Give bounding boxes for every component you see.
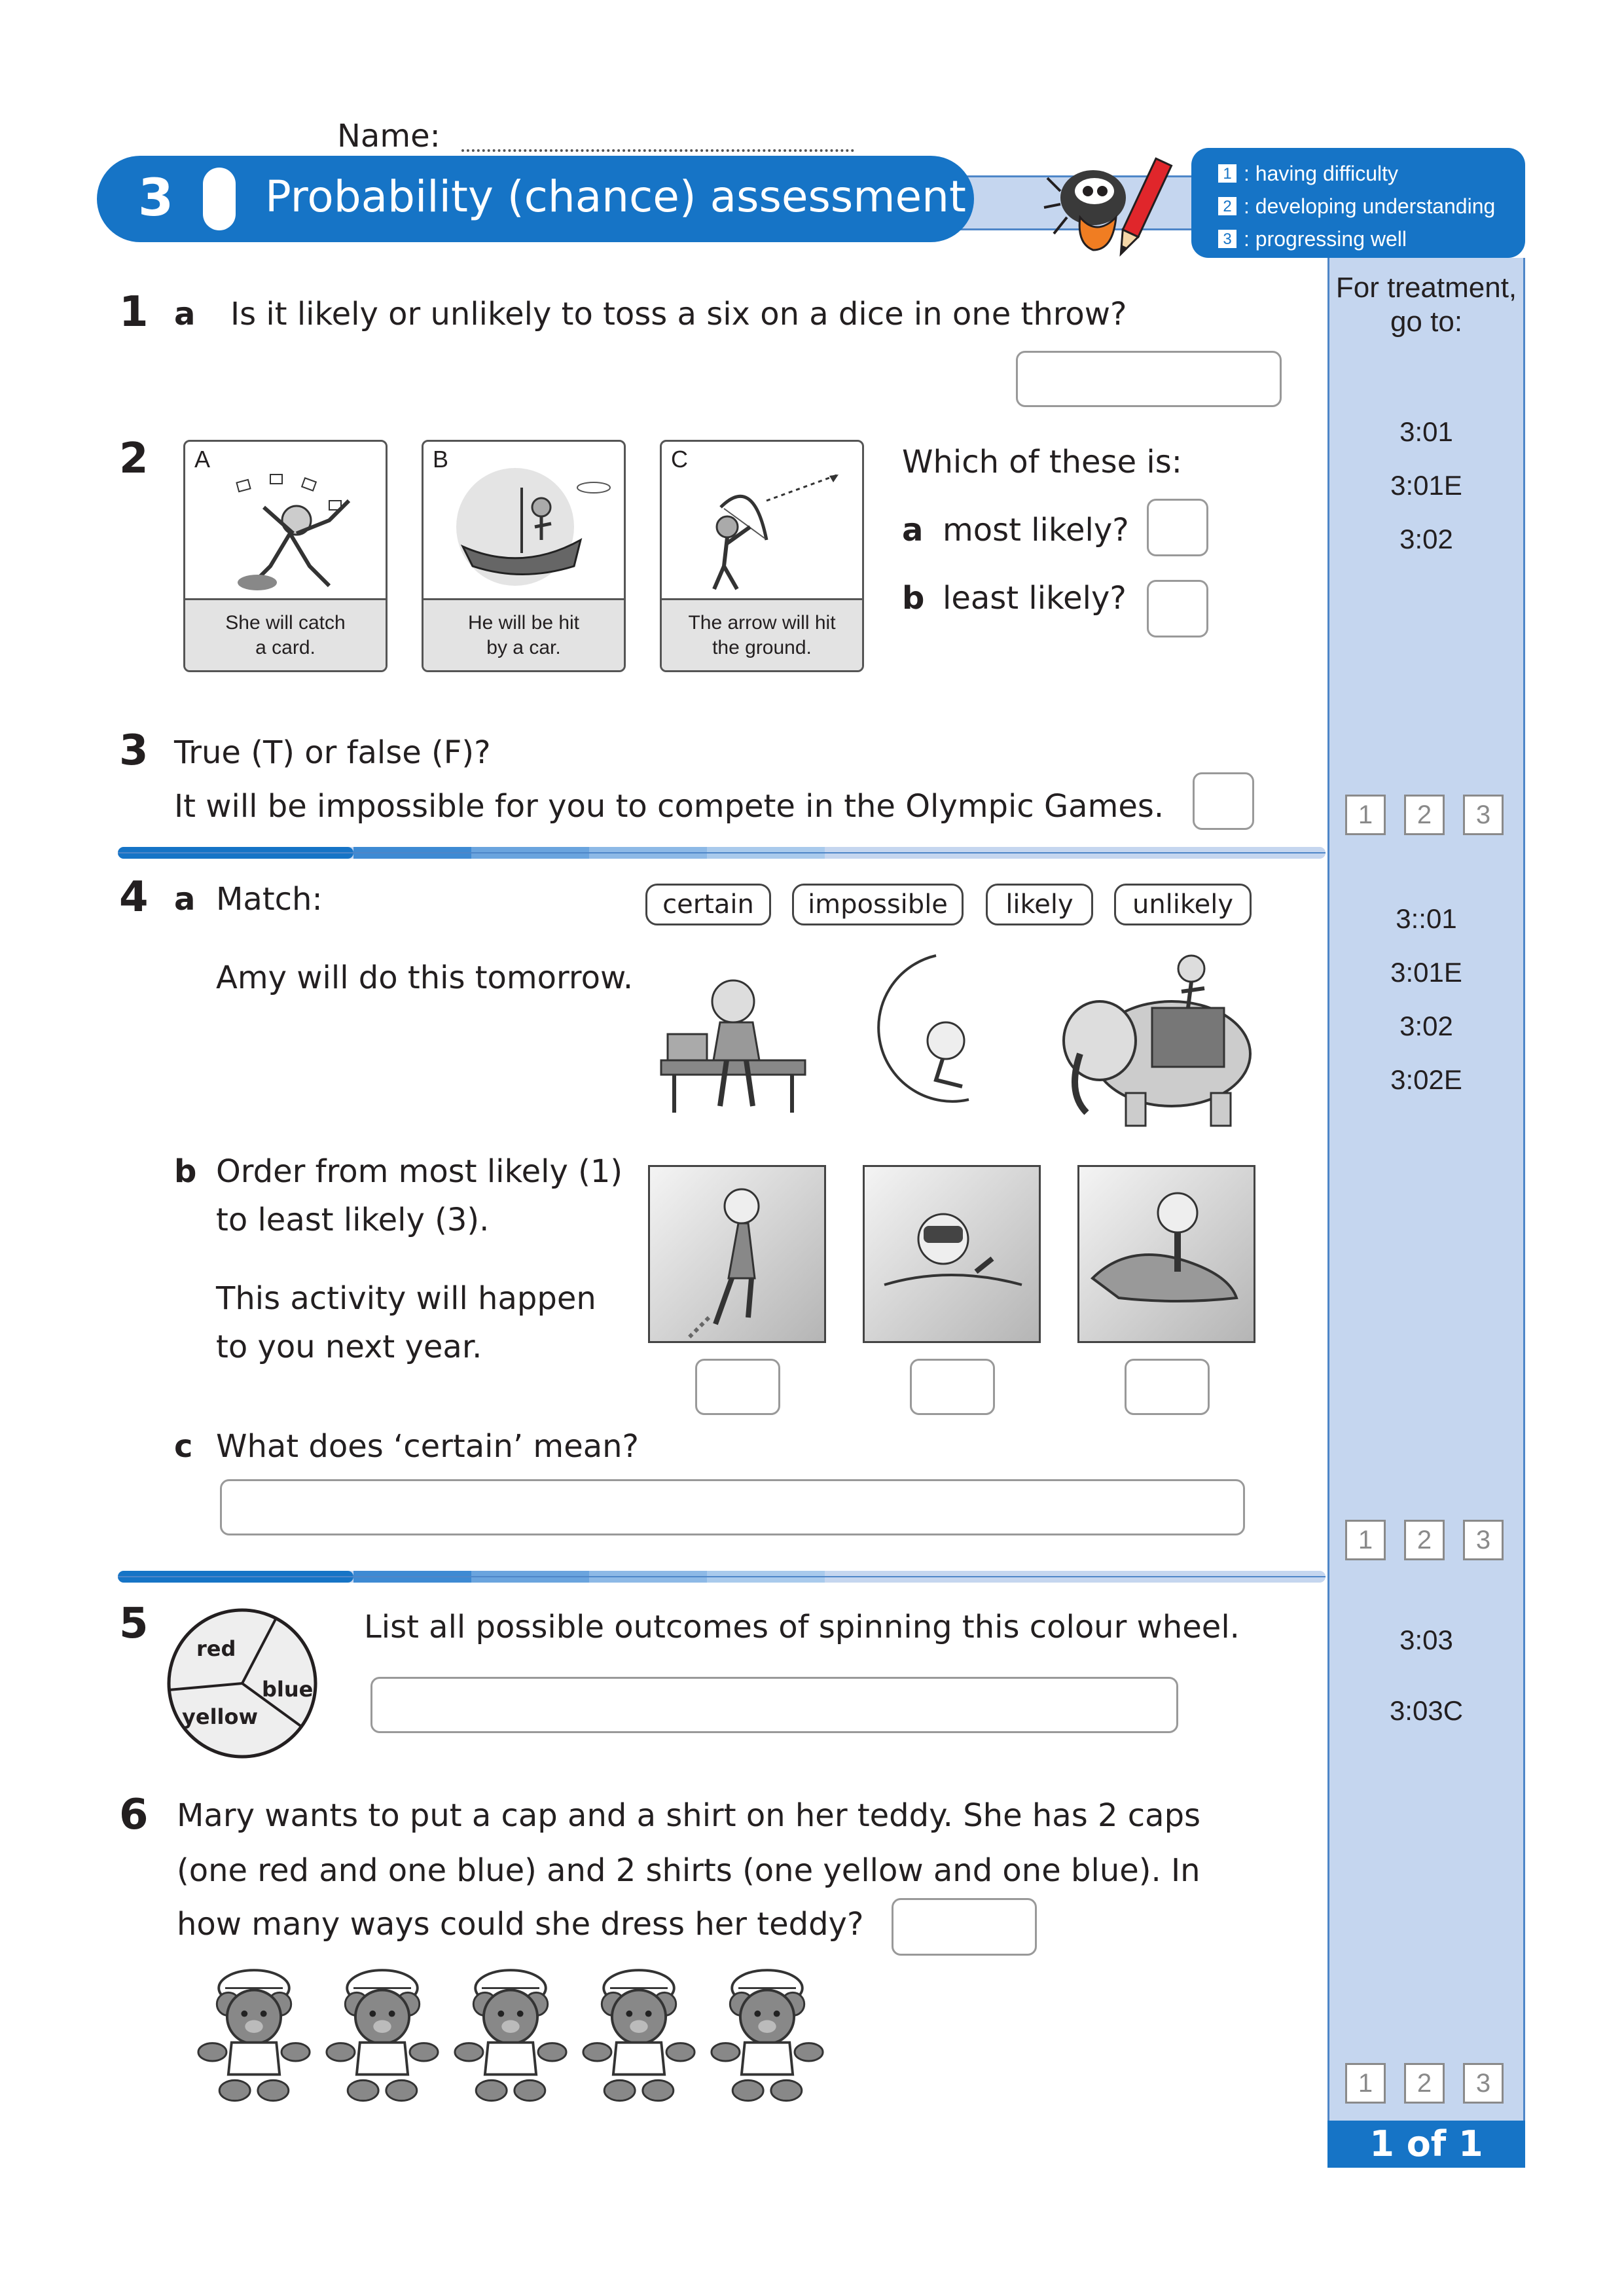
answer-box-q3[interactable] — [1193, 772, 1254, 830]
question-number: 3 — [119, 726, 149, 775]
card-caption — [424, 598, 624, 670]
order-box-1[interactable] — [695, 1359, 780, 1415]
picture-card-a — [183, 440, 388, 672]
mascot-pencil-icon — [1041, 152, 1178, 270]
question-letter: a — [174, 881, 196, 918]
rating-box-2[interactable]: 2 — [1404, 2063, 1445, 2104]
question-text: This activity will happen — [216, 1280, 596, 1317]
key-label: : having difficulty — [1244, 161, 1398, 185]
caption-line: the ground. — [712, 636, 812, 658]
question-letter: b — [174, 1153, 197, 1190]
key-row-2 — [1218, 190, 1525, 223]
section-divider — [118, 1568, 1326, 1585]
wheel-label-blue: blue — [262, 1677, 314, 1702]
question-number: 5 — [119, 1600, 149, 1648]
wheel-label-yellow: yellow — [182, 1704, 259, 1729]
question-text: List all possible outcomes of spinning this colour wheel. — [364, 1609, 1240, 1645]
treatment-ref: 3:03C — [1389, 1695, 1464, 1726]
key-number: 3 — [1218, 229, 1237, 249]
teddy-icon — [325, 1961, 440, 2105]
question-number: 2 — [119, 435, 149, 483]
answer-box-q1[interactable] — [1016, 351, 1282, 407]
question-number: 4 — [119, 873, 149, 922]
teddy-row — [196, 1961, 825, 2111]
juggler-illustration — [198, 468, 375, 592]
picture-card-b — [422, 440, 626, 672]
caption-line: He will be hit — [467, 611, 580, 634]
answer-box-most-likely[interactable] — [1147, 499, 1208, 556]
treatment-ref: 3:01E — [1390, 470, 1462, 501]
rating-box-1[interactable]: 1 — [1345, 1520, 1386, 1560]
question-text: What does ‘certain’ mean? — [216, 1428, 640, 1465]
elephant-illustration — [1054, 942, 1257, 1132]
question-text: Is it likely or unlikely to toss a six on a dice in one throw? — [230, 296, 1127, 332]
treatment-ref: 3::01 — [1396, 903, 1457, 934]
answer-box-least-likely[interactable] — [1147, 580, 1208, 637]
treatment-ref: 3:01E — [1390, 957, 1462, 988]
answer-box-q5[interactable] — [370, 1677, 1178, 1733]
card-letter: A — [194, 446, 211, 473]
question-text: least likely? — [943, 580, 1127, 617]
snorkeler-picture — [863, 1165, 1041, 1343]
rating-group-1 — [1345, 795, 1504, 835]
treatment-ref: 3:01 — [1399, 416, 1453, 447]
sidebar-heading-line: go to: — [1390, 306, 1463, 338]
caption-line: The arrow will hit — [688, 611, 836, 634]
question-text: to you next year. — [216, 1329, 482, 1365]
question-text: Mary wants to put a cap and a shirt on her teddy. She has 2 caps — [177, 1797, 1201, 1834]
answer-box-q6[interactable] — [892, 1898, 1037, 1956]
answer-box-q4c[interactable] — [220, 1479, 1245, 1535]
girl-on-bench-illustration — [648, 962, 818, 1119]
rating-box-3[interactable]: 3 — [1463, 1520, 1504, 1560]
treatment-ref: 3:02E — [1390, 1064, 1462, 1095]
rating-box-2[interactable]: 2 — [1404, 795, 1445, 835]
order-box-2[interactable] — [910, 1359, 995, 1415]
sidebar-heading — [1327, 271, 1525, 339]
treatment-ref: 3:02 — [1399, 1011, 1453, 1041]
word-impossible[interactable]: impossible — [792, 884, 964, 925]
caption-line: a card. — [255, 636, 316, 658]
wheel-label-red: red — [196, 1636, 236, 1661]
key-label: : progressing well — [1244, 226, 1407, 251]
rating-group-3 — [1345, 2063, 1504, 2104]
dolphin-rider-picture — [1077, 1165, 1255, 1343]
moon-illustration — [871, 949, 1001, 1113]
teddy-icon — [581, 1961, 696, 2105]
card-letter: B — [433, 446, 449, 473]
teddy-icon — [710, 1961, 825, 2105]
page-number: 1 of 1 — [1327, 2121, 1525, 2168]
rating-key — [1191, 148, 1525, 258]
rocket-boy-picture — [648, 1165, 826, 1343]
title-banner-notch — [203, 168, 236, 230]
name-label: Name: — [337, 118, 441, 154]
rating-box-3[interactable]: 3 — [1463, 2063, 1504, 2104]
question-text: how many ways could she dress her teddy? — [177, 1906, 864, 1943]
word-likely[interactable]: likely — [986, 884, 1093, 925]
rating-box-1[interactable]: 1 — [1345, 795, 1386, 835]
question-text: most likely? — [943, 512, 1129, 548]
question-letter: c — [174, 1428, 193, 1465]
caption-line: She will catch — [225, 611, 346, 634]
section-number: 3 — [137, 169, 174, 228]
teddy-icon — [196, 1961, 312, 2105]
rating-box-2[interactable]: 2 — [1404, 1520, 1445, 1560]
picture-card-c — [660, 440, 864, 672]
question-letter: a — [902, 512, 924, 548]
question-text: Amy will do this tomorrow. — [216, 960, 634, 996]
word-unlikely[interactable]: unlikely — [1114, 884, 1252, 925]
word-certain[interactable]: certain — [645, 884, 771, 925]
treatment-ref: 3:03 — [1399, 1624, 1453, 1655]
key-number: 1 — [1218, 164, 1237, 183]
question-number: 1 — [119, 288, 149, 336]
card-letter: C — [671, 446, 688, 473]
question-letter: a — [174, 296, 196, 332]
question-text: True (T) or false (F)? — [174, 734, 491, 771]
question-text: Order from most likely (1) — [216, 1153, 623, 1190]
archer-illustration — [675, 468, 852, 592]
question-text: Which of these is: — [902, 444, 1182, 480]
sidebar-heading-line: For treatment, — [1335, 272, 1517, 304]
question-text: It will be impossible for you to compete in the Olympic Games. — [174, 788, 1164, 825]
card-caption — [662, 598, 862, 670]
key-row-1 — [1218, 157, 1525, 190]
question-number: 6 — [119, 1791, 149, 1839]
card-caption — [185, 598, 386, 670]
rating-box-3[interactable]: 3 — [1463, 795, 1504, 835]
key-row-3 — [1218, 223, 1525, 255]
page-title: Probability (chance) assessment — [265, 171, 966, 222]
question-text: to least likely (3). — [216, 1202, 490, 1238]
name-input-line[interactable] — [461, 149, 854, 152]
question-text: (one red and one blue) and 2 shirts (one yellow and one blue). In — [177, 1852, 1200, 1889]
order-box-3[interactable] — [1125, 1359, 1210, 1415]
question-text: Match: — [216, 881, 323, 918]
rating-box-1[interactable]: 1 — [1345, 2063, 1386, 2104]
key-number: 2 — [1218, 196, 1237, 216]
caption-line: by a car. — [486, 636, 561, 658]
island-boat-illustration — [437, 468, 613, 592]
question-letter: b — [902, 580, 925, 617]
treatment-ref: 3:02 — [1399, 524, 1453, 554]
section-divider — [118, 844, 1326, 861]
teddy-icon — [453, 1961, 568, 2105]
key-label: : developing understanding — [1244, 194, 1496, 218]
rating-group-2 — [1345, 1520, 1504, 1560]
